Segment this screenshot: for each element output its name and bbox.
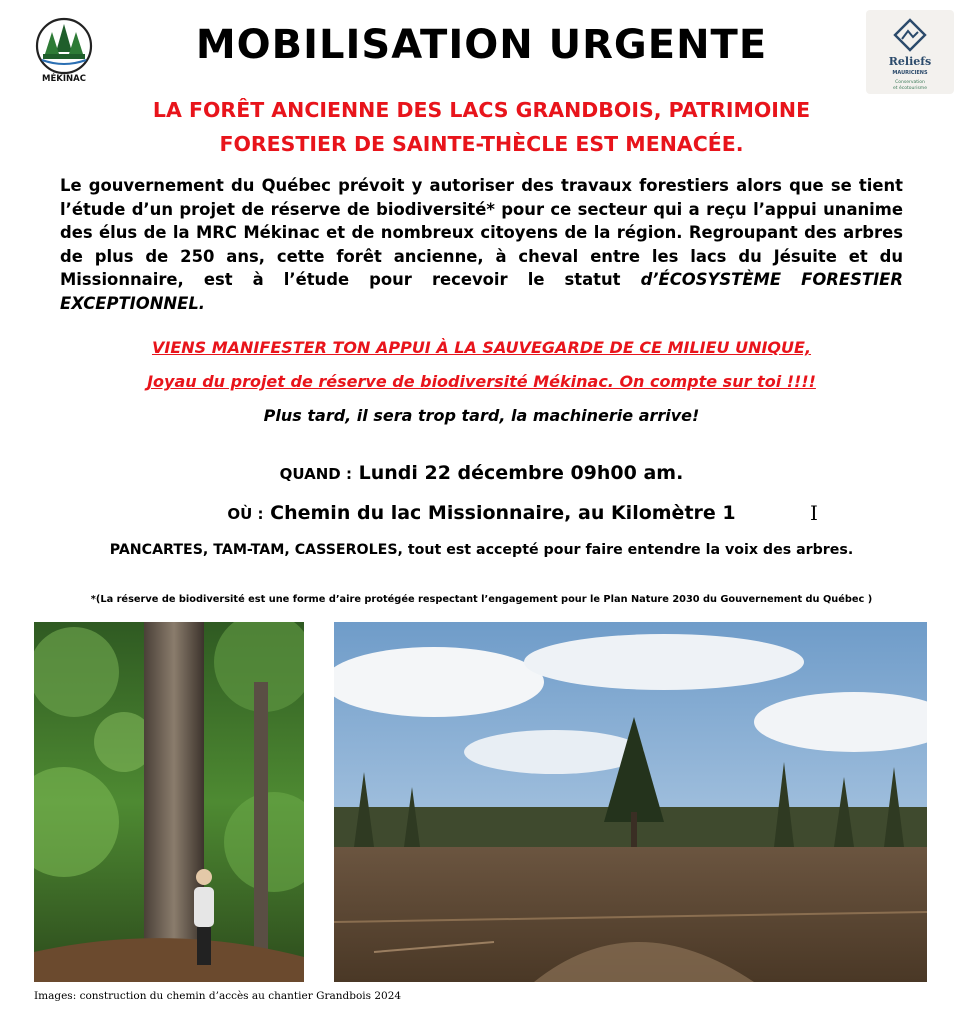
logo-right-tag1: Conservation	[895, 80, 925, 85]
logo-right-sub: MAURICIENS	[892, 70, 928, 76]
event-when-label: QUAND :	[279, 465, 352, 483]
intro-paragraph-text: Le gouvernement du Québec prévoit y autoriser des travaux forestiers alors que se tient l’étude d’un projet de réserve de biodiversité* pour ce secteur qui a reçu l’appui unanime des élus de la MRC Mékinac et de nombreux citoyens de la région. Regroupant des arbres de plus de 250 ans, cette forêt ancienne, à cheval entre les lacs du Jésuite et du Missionnaire, est à l’étude pour recevoir le statut	[60, 176, 903, 289]
call-line-1: VIENS MANIFESTER TON APPUI À LA SAUVEGARDE DE CE MILIEU UNIQUE,	[151, 338, 812, 357]
logo-right-name: Reliefs	[888, 55, 932, 68]
logo-left-name: MÉKINAC	[42, 74, 86, 84]
event-where-label: OÙ :	[227, 505, 264, 523]
call-line-3: Plus tard, il sera trop tard, la machinerie arrive!	[263, 406, 700, 425]
call-line-2: Joyau du projet de réserve de biodiversité Mékinac. On compte sur toi !!!!	[147, 372, 816, 391]
reliefs-mauriciens-logo	[866, 10, 954, 94]
photo-caption: Images: construction du chemin d’accès au chantier Grandbois 2024	[34, 990, 402, 1002]
event-where-value: Chemin du lac Missionnaire, au Kilomètre 1	[270, 502, 736, 524]
old-growth-tree-photo	[34, 622, 304, 982]
headline-line-1: LA FORÊT ANCIENNE DES LACS GRANDBOIS, PATRIMOINE	[152, 98, 811, 122]
event-when	[0, 462, 963, 484]
event-where	[0, 502, 963, 524]
bring-items-text: PANCARTES, TAM-TAM, CASSEROLES, tout est accepté pour faire entendre la voix des arbres.	[109, 542, 854, 558]
page-title: MOBILISATION URGENTE	[195, 22, 768, 68]
footnote: *(La réserve de biodiversité est une forme d’aire protégée respectant l’engagement pour le Plan Nature 2030 du Gouvernement du Québec )	[90, 594, 873, 605]
clear-cut-photo	[334, 622, 927, 982]
headline-line-2: FORESTIER DE SAINTE-THÈCLE EST MENACÉE.	[219, 132, 744, 156]
intro-paragraph-status: d’ÉCOSYSTÈME FORESTIER EXCEPTIONNEL.	[60, 270, 903, 313]
intro-paragraph	[60, 174, 903, 315]
event-when-value: Lundi 22 décembre 09h00 am.	[358, 462, 684, 484]
logo-right-tag2: et écotourisme	[893, 86, 927, 91]
text-cursor-icon: I	[810, 501, 818, 525]
